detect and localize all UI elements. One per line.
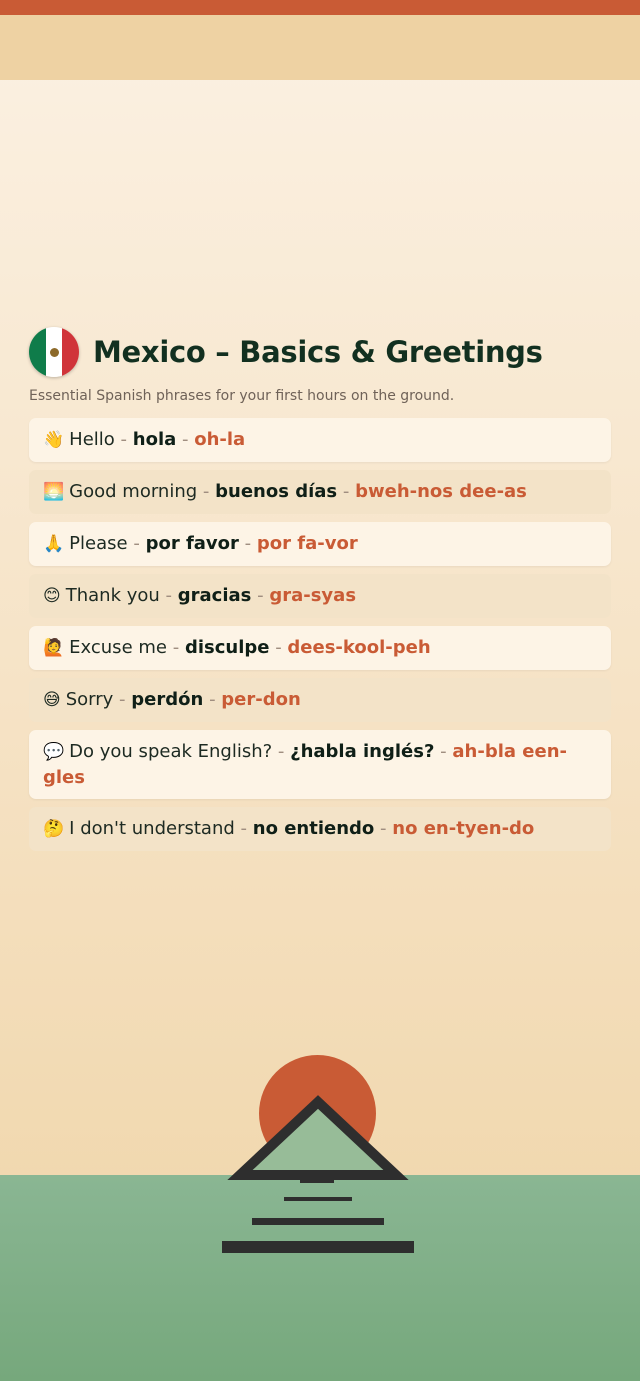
phrase-english: Sorry — [65, 689, 114, 710]
phrase-separator: - — [165, 585, 173, 606]
phrase-english: Do you speak English? — [69, 741, 273, 762]
phrase-separator: - — [342, 481, 350, 502]
phrase-pronunciation: gra-syas — [269, 585, 357, 606]
top-accent-stripe — [0, 0, 640, 15]
phrase-separator: - — [120, 429, 128, 450]
phrase-pronunciation: ah-bla een-gles — [43, 741, 567, 788]
phrase-spanish: gracias — [177, 585, 252, 606]
phrase-pronunciation: bweh-nos dee-as — [355, 481, 527, 502]
page-title: Mexico – Basics & Greetings — [93, 335, 543, 369]
phrase-separator: - — [172, 637, 180, 658]
phrase-separator: - — [277, 741, 285, 762]
smile-icon: 😊 — [43, 586, 61, 606]
phrase-english: Hello — [69, 429, 115, 450]
phrase-separator: - — [440, 741, 447, 762]
phrase-spanish: por favor — [145, 533, 239, 554]
phrase-separator: - — [240, 818, 248, 839]
folded-hands-icon: 🙏 — [43, 534, 65, 554]
phrase-english: I don't understand — [69, 818, 235, 839]
phrase-english: Good morning — [69, 481, 198, 502]
phrase-pronunciation: oh-la — [194, 429, 246, 450]
phrase-english: Please — [69, 533, 128, 554]
phrase-row-thank-you[interactable] — [29, 574, 611, 618]
phrase-list — [29, 418, 611, 859]
phrase-row-hello[interactable] — [29, 418, 611, 462]
mexico-flag-icon — [29, 327, 79, 377]
phrase-separator: - — [380, 818, 387, 839]
phrase-separator: - — [202, 481, 210, 502]
phrase-english: Thank you — [65, 585, 160, 606]
speech-bubble-icon: 💬 — [43, 742, 65, 762]
phrase-row-speak-english[interactable] — [29, 730, 611, 799]
phrase-spanish: disculpe — [184, 637, 270, 658]
phrase-row-please[interactable] — [29, 522, 611, 566]
phrase-spanish: hola — [132, 429, 177, 450]
phrase-row-excuse-me[interactable] — [29, 626, 611, 670]
page-header — [29, 327, 619, 377]
phrase-spanish: ¿habla inglés? — [290, 741, 435, 762]
raising-hand-icon: 🙋 — [43, 638, 65, 658]
phrase-separator: - — [182, 429, 189, 450]
sunrise-icon: 🌅 — [43, 482, 65, 502]
phrase-spanish: perdón — [131, 689, 204, 710]
pyramid-icon — [0, 1040, 640, 1381]
phrase-separator: - — [209, 689, 216, 710]
sweat-smile-icon: 😅 — [43, 690, 61, 710]
phrase-separator: - — [133, 533, 140, 554]
thinking-face-icon: 🤔 — [43, 819, 65, 839]
phrase-separator: - — [244, 533, 252, 554]
wave-icon: 👋 — [43, 430, 65, 450]
phrase-spanish: buenos días — [215, 481, 338, 502]
page-subtitle: Essential Spanish phrases for your first hours on the ground. — [29, 388, 455, 404]
phrase-pronunciation: no en-tyen-do — [392, 818, 535, 839]
phrase-spanish: no entiendo — [252, 818, 375, 839]
pyramid-scene-illustration — [0, 1040, 640, 1381]
phrase-pronunciation: per-don — [221, 689, 301, 710]
phrase-row-dont-understand[interactable] — [29, 807, 611, 851]
phrase-separator: - — [119, 689, 126, 710]
phrase-separator: - — [257, 585, 264, 606]
phrase-pronunciation: dees-kool-peh — [287, 637, 431, 658]
top-band — [0, 15, 640, 80]
phrase-separator: - — [275, 637, 282, 658]
phrase-row-sorry[interactable] — [29, 678, 611, 722]
phrase-row-good-morning[interactable] — [29, 470, 611, 514]
phrase-english: Excuse me — [69, 637, 167, 658]
phrase-pronunciation: por fa-vor — [256, 533, 358, 554]
